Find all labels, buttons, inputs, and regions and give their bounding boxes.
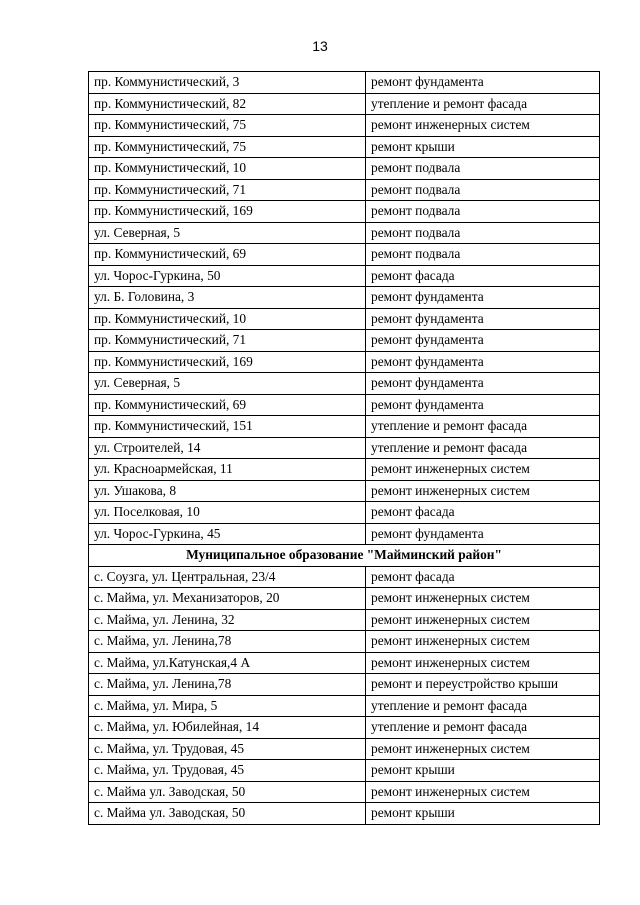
table-row xyxy=(89,609,600,631)
work-type-cell: ремонт инженерных систем xyxy=(366,738,600,760)
work-type-cell: ремонт инженерных систем xyxy=(366,459,600,481)
table-row xyxy=(89,738,600,760)
work-type-cell: ремонт фундамента xyxy=(366,373,600,395)
table-row xyxy=(89,373,600,395)
work-type-cell: ремонт инженерных систем xyxy=(366,652,600,674)
table-row xyxy=(89,437,600,459)
table-row xyxy=(89,158,600,180)
table-row xyxy=(89,523,600,545)
address-cell: ул. Северная, 5 xyxy=(89,373,366,395)
section-header-row xyxy=(89,545,600,567)
work-type-cell: ремонт фундамента xyxy=(366,72,600,94)
address-cell: пр. Коммунистический, 169 xyxy=(89,351,366,373)
address-cell: пр. Коммунистический, 75 xyxy=(89,136,366,158)
table-row xyxy=(89,717,600,739)
table-row xyxy=(89,566,600,588)
table-row xyxy=(89,588,600,610)
address-cell: пр. Коммунистический, 69 xyxy=(89,244,366,266)
work-type-cell: ремонт фундамента xyxy=(366,308,600,330)
address-cell: с. Майма, ул. Ленина,78 xyxy=(89,631,366,653)
address-cell: с. Майма, ул. Мира, 5 xyxy=(89,695,366,717)
work-type-cell: ремонт подвала xyxy=(366,179,600,201)
work-type-cell: ремонт фундамента xyxy=(366,394,600,416)
work-type-cell: утепление и ремонт фасада xyxy=(366,416,600,438)
table-row xyxy=(89,459,600,481)
address-cell: с. Соузга, ул. Центральная, 23/4 xyxy=(89,566,366,588)
work-type-cell: ремонт крыши xyxy=(366,760,600,782)
address-cell: пр. Коммунистический, 169 xyxy=(89,201,366,223)
work-type-cell: ремонт подвала xyxy=(366,201,600,223)
address-cell: ул. Б. Головина, 3 xyxy=(89,287,366,309)
work-type-cell: ремонт инженерных систем xyxy=(366,480,600,502)
address-cell: ул. Поселковая, 10 xyxy=(89,502,366,524)
work-type-cell: ремонт подвала xyxy=(366,244,600,266)
address-cell: пр. Коммунистический, 75 xyxy=(89,115,366,137)
table-row xyxy=(89,652,600,674)
work-type-cell: ремонт инженерных систем xyxy=(366,588,600,610)
work-type-cell: ремонт фасада xyxy=(366,502,600,524)
address-cell: ул. Ушакова, 8 xyxy=(89,480,366,502)
table-row xyxy=(89,308,600,330)
work-type-cell: утепление и ремонт фасада xyxy=(366,93,600,115)
table-row xyxy=(89,631,600,653)
table-row xyxy=(89,760,600,782)
address-cell: с. Майма, ул. Юбилейная, 14 xyxy=(89,717,366,739)
work-type-cell: ремонт инженерных систем xyxy=(366,115,600,137)
work-type-cell: ремонт подвала xyxy=(366,158,600,180)
address-cell: ул. Строителей, 14 xyxy=(89,437,366,459)
address-cell: с. Майма, ул. Ленина, 32 xyxy=(89,609,366,631)
work-type-cell: утепление и ремонт фасада xyxy=(366,717,600,739)
address-cell: пр. Коммунистический, 151 xyxy=(89,416,366,438)
work-type-cell: ремонт крыши xyxy=(366,803,600,825)
table-row xyxy=(89,803,600,825)
work-type-cell: ремонт фундамента xyxy=(366,330,600,352)
work-type-cell: утепление и ремонт фасада xyxy=(366,695,600,717)
table-row xyxy=(89,330,600,352)
address-work-table xyxy=(88,71,600,825)
table-row xyxy=(89,416,600,438)
work-type-cell: ремонт инженерных систем xyxy=(366,631,600,653)
table-row xyxy=(89,244,600,266)
table-row xyxy=(89,351,600,373)
work-type-cell: ремонт фасада xyxy=(366,566,600,588)
address-cell: пр. Коммунистический, 69 xyxy=(89,394,366,416)
address-cell: с. Майма, ул.Катунская,4 А xyxy=(89,652,366,674)
address-cell: ул. Чорос-Гуркина, 45 xyxy=(89,523,366,545)
table-row xyxy=(89,394,600,416)
table-body xyxy=(89,72,600,825)
address-cell: с. Майма, ул. Ленина,78 xyxy=(89,674,366,696)
address-cell: с. Майма, ул. Механизаторов, 20 xyxy=(89,588,366,610)
table-row xyxy=(89,136,600,158)
table-row xyxy=(89,115,600,137)
work-type-cell: ремонт фундамента xyxy=(366,287,600,309)
address-cell: с. Майма, ул. Трудовая, 45 xyxy=(89,738,366,760)
address-cell: пр. Коммунистический, 3 xyxy=(89,72,366,94)
address-cell: пр. Коммунистический, 71 xyxy=(89,179,366,201)
table-row xyxy=(89,502,600,524)
table-row xyxy=(89,265,600,287)
work-type-cell: ремонт подвала xyxy=(366,222,600,244)
work-type-cell: ремонт инженерных систем xyxy=(366,781,600,803)
work-type-cell: ремонт фундамента xyxy=(366,351,600,373)
page-number: 13 xyxy=(312,38,328,54)
address-cell: ул. Северная, 5 xyxy=(89,222,366,244)
table-row xyxy=(89,222,600,244)
work-type-cell: ремонт инженерных систем xyxy=(366,609,600,631)
work-type-cell: утепление и ремонт фасада xyxy=(366,437,600,459)
table-row xyxy=(89,201,600,223)
table-row xyxy=(89,93,600,115)
address-cell: пр. Коммунистический, 71 xyxy=(89,330,366,352)
address-cell: с. Майма, ул. Трудовая, 45 xyxy=(89,760,366,782)
address-cell: ул. Красноармейская, 11 xyxy=(89,459,366,481)
table-row xyxy=(89,287,600,309)
address-cell: пр. Коммунистический, 10 xyxy=(89,158,366,180)
address-cell: с. Майма ул. Заводская, 50 xyxy=(89,781,366,803)
table-row xyxy=(89,695,600,717)
work-type-cell: ремонт фундамента xyxy=(366,523,600,545)
table-row xyxy=(89,179,600,201)
address-cell: с. Майма ул. Заводская, 50 xyxy=(89,803,366,825)
work-type-cell: ремонт и переустройство крыши xyxy=(366,674,600,696)
address-cell: ул. Чорос-Гуркина, 50 xyxy=(89,265,366,287)
address-cell: пр. Коммунистический, 82 xyxy=(89,93,366,115)
work-type-cell: ремонт фасада xyxy=(366,265,600,287)
table-row xyxy=(89,674,600,696)
table-row xyxy=(89,781,600,803)
address-cell: пр. Коммунистический, 10 xyxy=(89,308,366,330)
work-type-cell: ремонт крыши xyxy=(366,136,600,158)
table-row xyxy=(89,72,600,94)
table-row xyxy=(89,480,600,502)
section-header: Муниципальное образование "Майминский район" xyxy=(89,545,600,567)
